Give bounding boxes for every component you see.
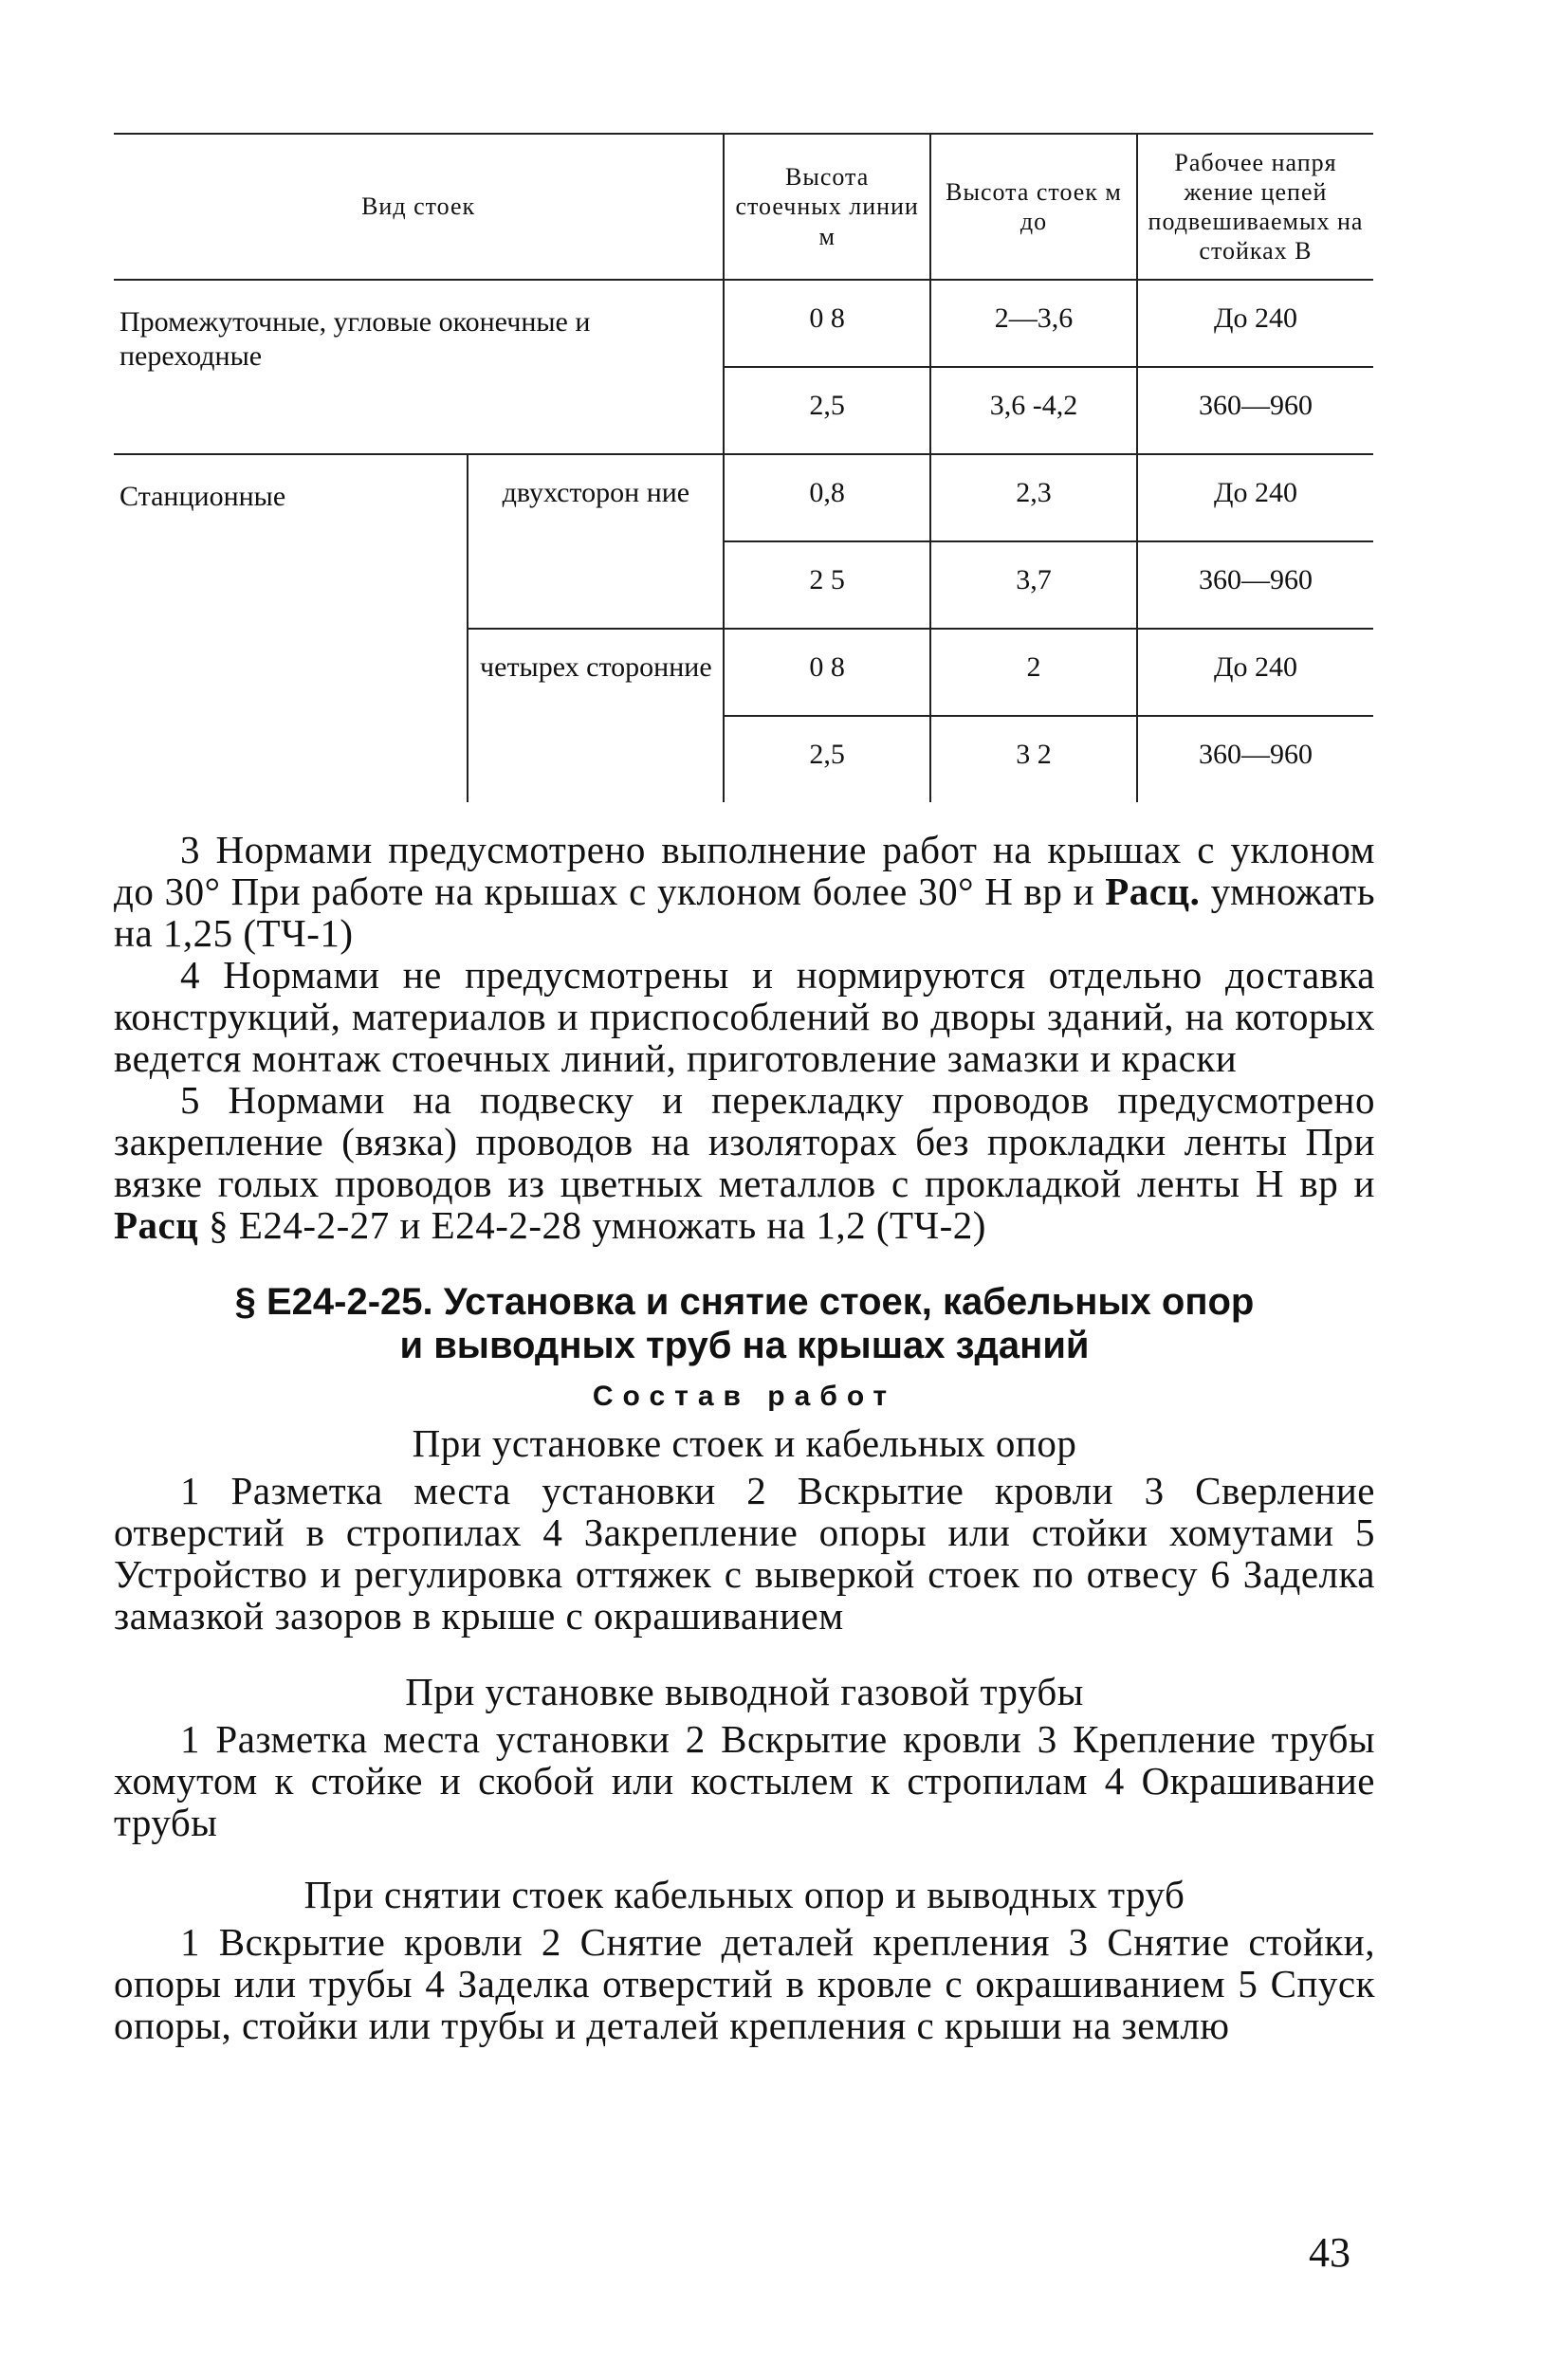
cell-height-post: 2 xyxy=(930,629,1137,716)
cell-voltage: До 240 xyxy=(1137,629,1373,716)
section-title xyxy=(114,1280,1375,1367)
subheading-install-posts: При установке стоек и кабельных опор xyxy=(412,1421,1077,1465)
header-voltage: Рабочее напря жение цепей подвешиваемых на стойках В xyxy=(1137,134,1373,280)
section-title-line-2: и выводных труб на крышах зданий xyxy=(399,1325,1090,1366)
subheading-removal: При снятии стоек кабельных опор и выводных труб xyxy=(303,1873,1185,1916)
header-height-post: Высота стоек м до xyxy=(930,134,1137,280)
paragraph-install-gas-pipe: 1 Разметка места установки 2 Вскрытие кровли 3 Крепление трубы хомутом к стойке и скобой или костылем к стропилам 4 Окрашивание трубы xyxy=(114,1717,1375,1844)
cell-voltage: 360—960 xyxy=(1137,367,1373,454)
section-title-line-1: § Е24-2-25. Установка и снятие стоек, кабельных опор xyxy=(234,1281,1255,1323)
paragraph-install-posts: 1 Разметка места установки 2 Вскрытие кровли 3 Сверление отверстий в стропилах 4 Закрепление опоры или стойки хомутами 5 Устройство и регулировка оттяжек с выверкой стоек по отвесу 6 Заделка замазкой зазоров в крыше с окрашиванием xyxy=(114,1469,1375,1638)
cell-height-line: 0,8 xyxy=(724,454,930,541)
group-label-intermediate: Промежуточные, угловые оконечные и переходные xyxy=(119,306,591,372)
cell-height-post: 2—3,6 xyxy=(930,280,1137,367)
cell-voltage: 360—960 xyxy=(1137,716,1373,802)
composition-heading: Состав работ xyxy=(592,1381,897,1412)
note-5-text: 5 Нормами на подвеску и перекладку проводов предусмотрено закрепление (вязка) проводов на изоляторах без прокладки ленты При вязке голых проводов из цветных металлов с прокладкой ленты Н вр и xyxy=(114,1078,1375,1205)
cell-height-line: 2 5 xyxy=(724,541,930,629)
cell-height-post: 3,7 xyxy=(930,541,1137,629)
cell-height-line: 0 8 xyxy=(724,280,930,367)
table-row xyxy=(114,280,1373,367)
cell-height-line: 0 8 xyxy=(724,629,930,716)
note-4: 4 Нормами не предусмотрены и нормируются отдельно доставка конструкций, материалов и приспособлений во дворы зданий, на которых ведется монтаж стоечных линий, приготовление замазки и краски xyxy=(114,953,1375,1080)
note-3-bold: Расц. xyxy=(1105,870,1201,913)
cell-height-line: 2,5 xyxy=(724,716,930,802)
cell-voltage: 360—960 xyxy=(1137,541,1373,629)
group-label-station: Станционные xyxy=(114,454,468,802)
cell-voltage: До 240 xyxy=(1137,454,1373,541)
note-5-text-end: § Е24-2-27 и Е24-2-28 умножать на 1,2 (ТЧ-2) xyxy=(209,1203,986,1247)
cell-height-line: 2,5 xyxy=(724,367,930,454)
header-kind: Вид стоек xyxy=(114,134,724,280)
page xyxy=(114,133,1375,2046)
cell-height-post: 3 2 xyxy=(930,716,1137,802)
cell-height-post: 3,6 -4,2 xyxy=(930,367,1137,454)
subheading-install-gas-pipe: При установке выводной газовой трубы xyxy=(405,1670,1084,1713)
cell-voltage: До 240 xyxy=(1137,280,1373,367)
cell-height-post: 2,3 xyxy=(930,454,1137,541)
subgroup-label-four-sided: четырех сторонние xyxy=(468,629,724,802)
norms-table xyxy=(114,133,1373,802)
note-3 xyxy=(114,829,1375,954)
table-row xyxy=(114,454,1373,541)
note-3-text: 3 Нормами предусмотрено выполнение работ на крышах с уклоном до 30° При работе на крышах с уклоном более 30° Н вр и xyxy=(114,828,1375,913)
table-header-row xyxy=(114,134,1373,280)
note-5 xyxy=(114,1079,1375,1246)
header-height-line: Высота стоечных линии м xyxy=(724,134,930,280)
paragraph-removal: 1 Вскрытие кровли 2 Снятие деталей крепления 3 Снятие стойки, опоры или трубы 4 Заделка отверстий в кровле с окрашиванием 5 Спуск опоры, стойки или трубы и деталей крепления с крыши на землю xyxy=(114,1920,1375,2047)
page-number: 43 xyxy=(1309,2229,1350,2276)
note-5-bold: Расц xyxy=(114,1203,199,1247)
note-3-text-end: умножать на 1,25 (ТЧ-1) xyxy=(114,870,1376,955)
notes xyxy=(114,829,1375,1246)
subgroup-label-two-sided: двухсторон ние xyxy=(468,454,724,629)
